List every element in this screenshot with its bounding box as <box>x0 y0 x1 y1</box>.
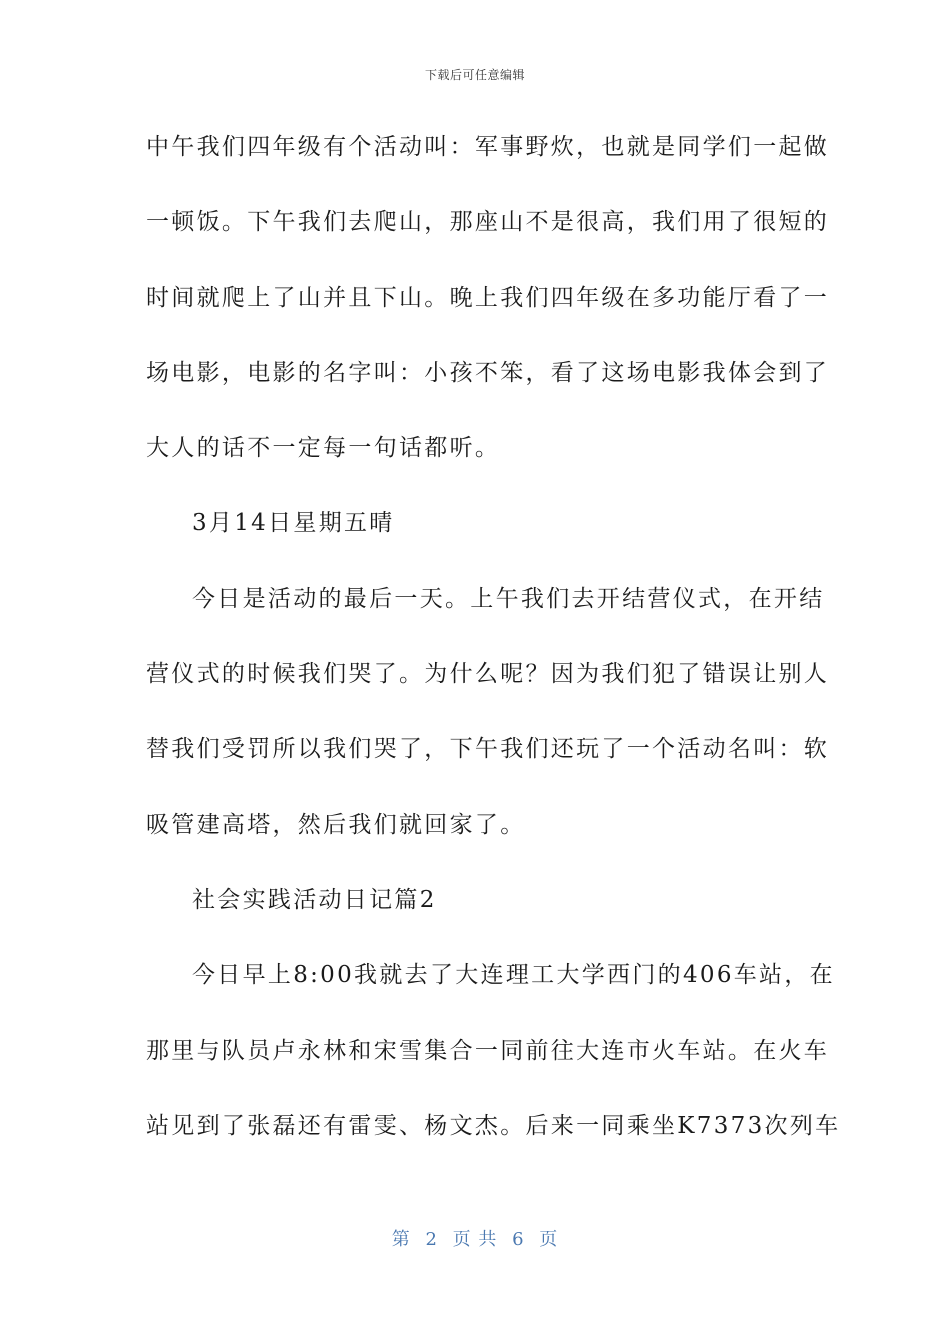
paragraph-line: 今日是活动的最后一天。上午我们去开结营仪式，在开结 <box>192 585 825 612</box>
paragraph-line: 营仪式的时候我们哭了。为什么呢？因为我们犯了错误让别人 <box>146 661 830 688</box>
paragraph-line: 站见到了张磊还有雷雯、杨文杰。后来一同乘坐K7373次列车 <box>146 1112 841 1139</box>
footer-page-number: 2 <box>425 1229 438 1250</box>
footer-prefix: 第 <box>391 1229 411 1250</box>
paragraph-line: 替我们受罚所以我们哭了，下午我们还玩了一个活动名叫：软 <box>146 736 830 763</box>
footer-total-pages: 6 <box>512 1229 525 1250</box>
paragraph-line: 一顿饭。下午我们去爬山，那座山不是很高，我们用了很短的 <box>146 209 830 236</box>
page-footer <box>0 1225 950 1251</box>
paragraph-line: 吸管建高塔，然后我们就回家了。 <box>146 811 526 838</box>
date-heading: 3月14日星期五晴 <box>192 510 395 537</box>
paragraph-line: 场电影，电影的名字叫：小孩不笨，看了这场电影我体会到了 <box>146 359 830 386</box>
paragraph-line: 那里与队员卢永林和宋雪集合一同前往大连市火车站。在火车 <box>146 1037 830 1064</box>
paragraph-line: 今日早上8:00我就去了大连理工大学西门的406车站，在 <box>192 962 835 989</box>
section-heading: 社会实践活动日记篇2 <box>192 886 437 913</box>
footer-middle: 页 共 <box>452 1229 498 1250</box>
paragraph-line: 中午我们四年级有个活动叫：军事野炊，也就是同学们一起做 <box>146 134 830 160</box>
paragraph-line: 时间就爬上了山并且下山。晚上我们四年级在多功能厅看了一 <box>146 284 830 311</box>
page-header: 下载后可任意编辑 <box>424 68 525 82</box>
footer-suffix: 页 <box>539 1229 559 1250</box>
paragraph-line: 大人的话不一定每一句话都听。 <box>146 435 501 462</box>
document-body <box>146 122 841 1176</box>
